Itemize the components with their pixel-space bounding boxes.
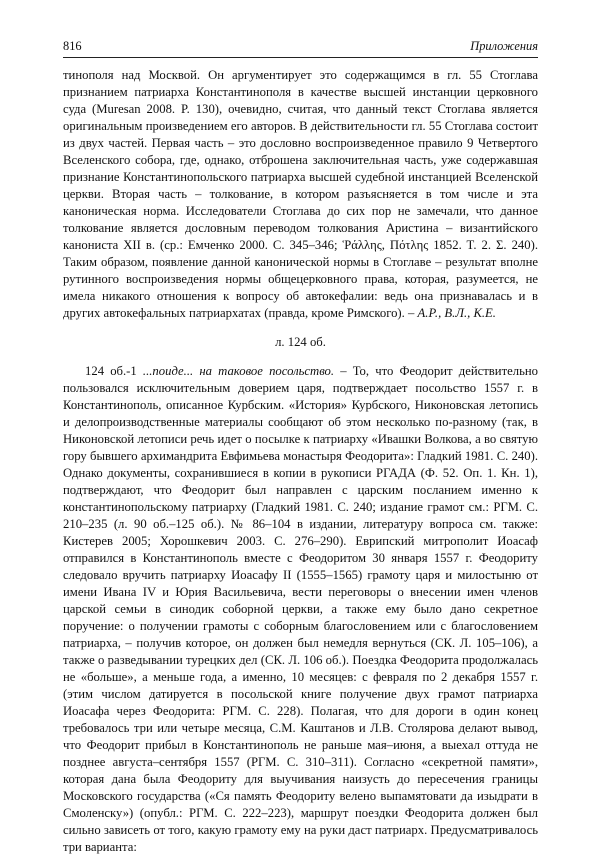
- running-header: [63, 38, 538, 58]
- paragraph-note: [63, 363, 538, 856]
- paragraph-commentary-text: тинополя над Москвой. Он аргументирует это содержащимся в гл. 55 Стоглава признанием патриарха Константинополя в качестве высшей инстанции церковного суда (Muresan 2008. P. 130), очевидно, считая, что данный текст Стоглава является оригинальным произведением его авторов. В действительности гл. 55 Стоглава состоит из двух частей. Первая часть – это дословно воспроизведенное правило 9 Четвертого Вселенского собора, где, однако, отброшена заключительная часть, уже содержавшая признание Константинопольского патриарха высшей судебной инстанцией Вселенской церкви. Вторая часть – толкование, в котором разъясняется в том числе и эта каноническая норма. Исследователи Стоглава до сих пор не замечали, что данное толкование является дословным переводом толкования Аристина – византийского канониста XII в. (ср.: Емченко 2000. С. 345–346; Ῥάλλης, Πότλης 1852. Τ. 2. Σ. 240). Таким образом, появление данной канонической нормы в Стоглаве – результат вполне рутинного воспроизведения нормы общецерковного права, которая, разумеется, не имела никакого отношения к вопросу об автокефалии: ведь она признавалась и в других автокефальных патриархатах (правда, кроме Римского). –: [63, 68, 538, 320]
- note-text: – То, что Феодорит действительно пользовался исключительным доверием царя, подтверждает посольство 1557 г. в Константинополь, описанное Курбским. «История» Курбского, Никоновская летопись и делопроизводственные материалы сообщают об этом несколько по-разному (так, в Никоновской летописи речь идет о посылке к патриарху «Ивашки Волкова, а во святую гору бывшего архимандрита Евфимьева монастыря Феодорита»: Гладкий 1981. С. 240). Однако документы, сохранившиеся в копии в рукописи РГАДА (Ф. 52. Оп. 1. Кн. 1), подтверждают, что Феодорит был направлен с царским посланием именно к константинопольскому патриарху (Гладкий 1981. С. 240; издание грамот см.: РГМ. С. 210–235 (л. 90 об.–125 об.). № 86–104 в издании, литературу вопроса см. также: Кистерев 2005; Хорошкевич 2003. С. 276–290). Еврипский митрополит Иоасаф отправился в Константинополь вместе с Феодоритом 30 января 1557 г. Феодориту следовало вручить патриарху Иоасафу II (1555–1565) грамоту царя и милостыню от имени Ивана IV и Юрия Васильевича, вести переговоры о внесении имен членов царской семьи в синодик соборной церкви, а также ему было дано секретное поручение: о получении грамоты с соборным благословением или с благословением патриарха, – получив которое, он должен был немедля вернуться (СК. Л. 105–106), а также о разведывании турецких дел (СК. Л. 106 об.). Поездка Феодорита продолжалась не «больше», а меньше года, а именно, 10 месяцев: с февраля по 2 декабря 1557 г. (этим числом датируется в посольской книге получение двух грамот патриарха Иоасафа через Феодорита: РГМ. С. 228). Полагая, что для дороги в один конец требовалось три или четыре месяца, С.М. Каштанов и Л.В. Столярова делают вывод, что Феодорит прибыл в Константинополь не раньше мая–июня, а выехал оттуда не позднее августа–сентября 1557 (РГМ. С. 310–311). Согласно «секретной памяти», которая дана была Феодориту для выучивания наизусть до пересечения границы Московского государства («Ся память Феодориту велено выпамятовати да изыдрати в Смоленску») (опубл.: РГМ. С. 222–223), маршрут поездки Феодорита должен был сильно зависеть от того, какую грамоту ему на руки даст патриарх. Предусматривалось три варианта:: [63, 364, 539, 854]
- section-heading: л. 124 об.: [275, 335, 326, 349]
- note-lemma: ...поиде... на таковое посольство.: [142, 364, 335, 378]
- page-number: 816: [63, 39, 82, 53]
- running-title: Приложения: [470, 39, 538, 53]
- paragraph-commentary: [63, 67, 538, 322]
- body-text: [63, 67, 538, 856]
- note-reference: 124 об.-1: [85, 364, 137, 378]
- author-signature: А.Р., В.Л., К.Е.: [417, 306, 496, 320]
